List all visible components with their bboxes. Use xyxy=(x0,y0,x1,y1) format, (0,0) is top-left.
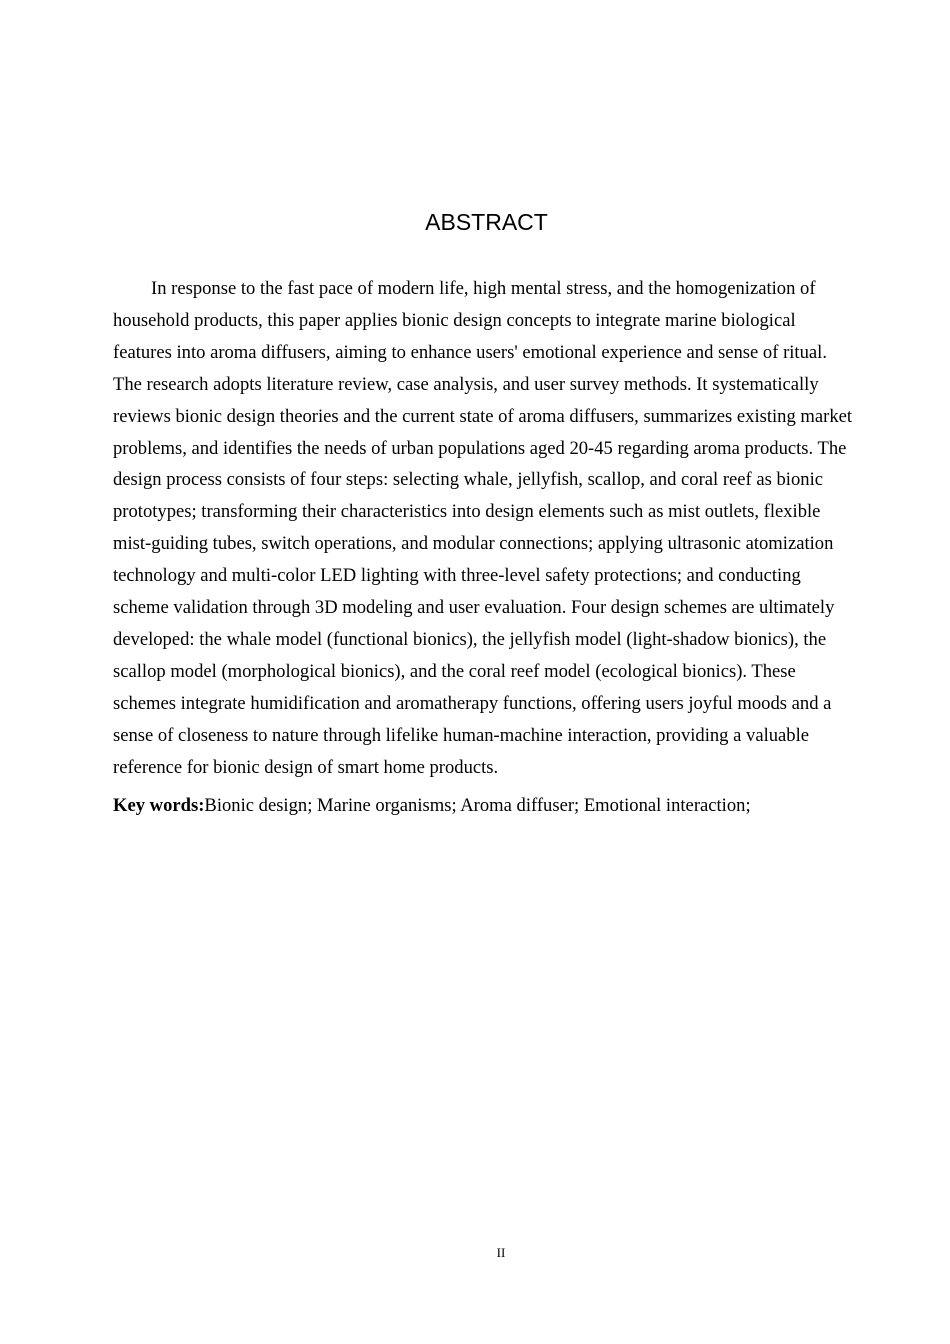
keywords-line xyxy=(113,791,873,821)
page-number: II xyxy=(496,1245,506,1260)
keywords-label: Key words: xyxy=(113,795,205,816)
abstract-title: ABSTRACT xyxy=(425,209,548,235)
abstract-body: In response to the fast pace of modern life, high mental stress, and the homogenization of household products, this paper applies bionic design concepts to integrate marine biological features into aroma diffusers, aiming to enhance users' emotional experience and sense of ritual. The research adopts literature review, case analysis, and user survey methods. It systematically reviews bionic design theories and the current state of aroma diffusers, summarizes existing market problems, and identifies the needs of urban populations aged 20-45 regarding aroma products. The design process consists of four steps: selecting whale, jellyfish, scallop, and coral reef as bionic prototypes; transforming their characteristics into design elements such as mist outlets, flexible mist-guiding tubes, switch operations, and modular connections; applying ultrasonic atomization technology and multi-color LED lighting with three-level safety protections; and conducting scheme validation through 3D modeling and user evaluation. Four design schemes are ultimately developed: the whale model (functional bionics), the jellyfish model (light-shadow bionics), the scallop model (morphological bionics), and the coral reef model (ecological bionics). These schemes integrate humidification and aromatherapy functions, offering users joyful moods and a sense of closeness to nature through lifelike human-machine interaction, providing a valuable reference for bionic design of smart home products. xyxy=(113,278,853,778)
keywords-text: Bionic design; Marine organisms; Aroma diffuser; Emotional interaction; xyxy=(204,795,751,816)
